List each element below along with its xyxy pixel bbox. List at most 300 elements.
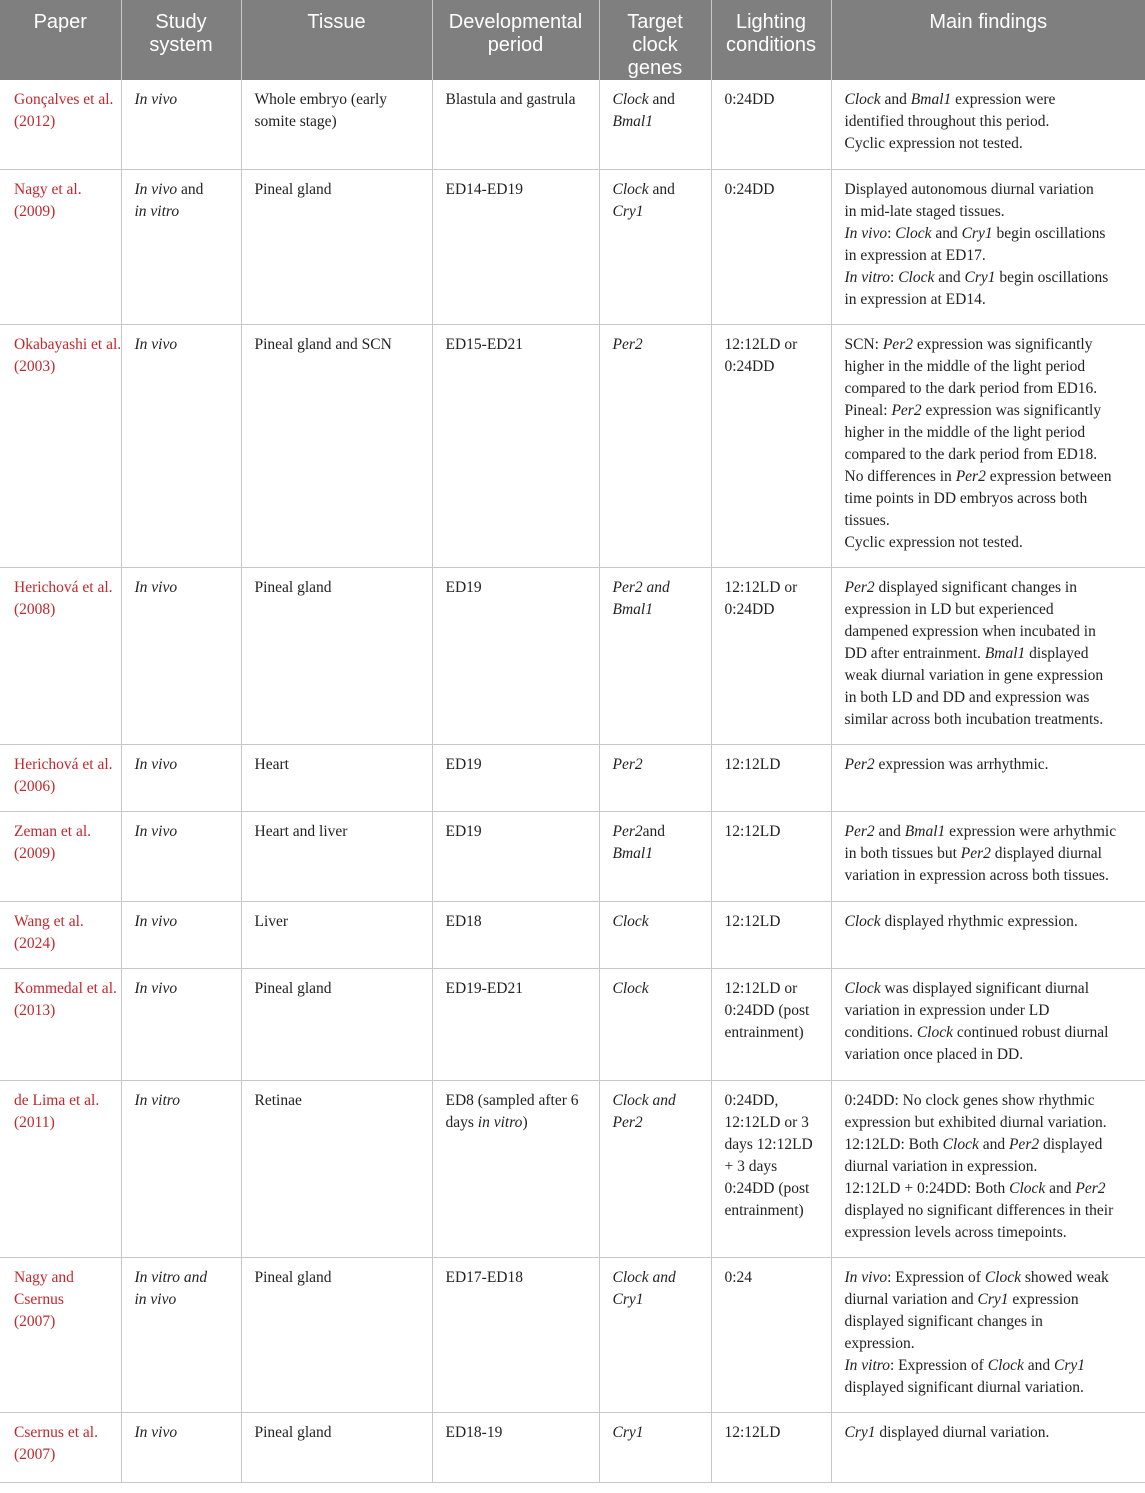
cell-line bbox=[725, 356, 818, 378]
text: compared to the dark period from ED18. bbox=[844, 445, 1098, 463]
developmental-period-cell bbox=[432, 1257, 599, 1412]
cell-line bbox=[845, 1333, 1133, 1355]
cell-line bbox=[845, 1289, 1133, 1311]
main-findings-cell bbox=[831, 968, 1145, 1080]
main-findings-cell bbox=[831, 324, 1145, 567]
column-header-paper bbox=[0, 0, 121, 80]
cell-line bbox=[613, 201, 698, 223]
cell-line bbox=[845, 356, 1133, 378]
text: Pineal: bbox=[844, 401, 892, 419]
italic-text: In vivo bbox=[844, 224, 888, 242]
cell-line bbox=[845, 444, 1133, 466]
target-genes-cell bbox=[599, 968, 711, 1080]
italic-text: Cry1 bbox=[1054, 1356, 1086, 1374]
cell-line bbox=[845, 1222, 1133, 1244]
italic-text: Bmal1 bbox=[612, 113, 653, 130]
text: expression in LD but experienced bbox=[844, 600, 1054, 618]
tissue-cell bbox=[241, 567, 432, 744]
italic-text: Per2 bbox=[891, 401, 922, 419]
cell-line bbox=[845, 978, 1133, 1000]
cell-line bbox=[845, 179, 1133, 201]
italic-text: Bmal1 bbox=[984, 644, 1026, 662]
cell-line bbox=[613, 334, 698, 356]
cell-line bbox=[845, 1178, 1133, 1200]
cell-line bbox=[725, 821, 818, 843]
cell-line bbox=[135, 821, 228, 843]
cell-line bbox=[613, 1090, 698, 1112]
paper-cell[interactable] bbox=[0, 324, 121, 567]
cell-line bbox=[845, 289, 1133, 311]
header-text: Developmental bbox=[448, 11, 583, 33]
text: variation once placed in DD. bbox=[844, 1045, 1024, 1063]
target-genes-cell bbox=[599, 324, 711, 567]
text: ED17-ED18 bbox=[445, 1268, 523, 1286]
text: Cyclic expression not tested. bbox=[844, 135, 1023, 152]
target-genes-cell bbox=[599, 811, 711, 901]
column-header-main-findings bbox=[831, 0, 1145, 80]
text: + 3 days bbox=[724, 1157, 778, 1175]
paper-cell[interactable] bbox=[0, 1080, 121, 1257]
text: ED19 bbox=[445, 755, 482, 773]
paper-cell[interactable] bbox=[0, 968, 121, 1080]
cell-line bbox=[845, 1090, 1133, 1112]
main-findings-cell bbox=[831, 901, 1145, 968]
cell-line bbox=[845, 665, 1133, 687]
paper-cell[interactable] bbox=[0, 80, 121, 169]
italic-text: Cry1 bbox=[844, 1423, 876, 1441]
italic-text: Bmal1 bbox=[904, 822, 946, 840]
italic-text: Clock bbox=[612, 979, 649, 997]
italic-text: Bmal1 bbox=[612, 844, 653, 862]
cell-line bbox=[725, 1022, 818, 1044]
citation-link-text[interactable]: Herichová et al. bbox=[14, 578, 113, 596]
paper-cell[interactable] bbox=[0, 901, 121, 968]
italic-text: In vitro bbox=[134, 1091, 180, 1109]
cell-line bbox=[135, 577, 228, 599]
main-findings-cell bbox=[831, 1257, 1145, 1412]
text: No differences in bbox=[844, 467, 956, 485]
table-row bbox=[0, 811, 1145, 901]
table-row bbox=[0, 169, 1145, 324]
cell-line bbox=[845, 1377, 1133, 1399]
paper-cell[interactable] bbox=[0, 169, 121, 324]
italic-text: Cry1 bbox=[977, 1290, 1009, 1308]
text: Blastula and gastrula bbox=[445, 91, 576, 108]
table-row bbox=[0, 968, 1145, 1080]
header-text: Tissue bbox=[307, 11, 366, 33]
cell-line bbox=[845, 709, 1133, 731]
tissue-cell bbox=[241, 744, 432, 811]
text: in mid-late staged tissues. bbox=[844, 202, 1005, 220]
paper-cell[interactable] bbox=[0, 1257, 121, 1412]
text: 0:24 bbox=[724, 1268, 753, 1286]
text: entrainment) bbox=[724, 1023, 804, 1041]
study-system-cell bbox=[121, 169, 241, 324]
italic-text: In vivo bbox=[134, 1423, 178, 1441]
main-findings-cell bbox=[831, 169, 1145, 324]
citation-link-text[interactable]: (2009) bbox=[14, 844, 56, 862]
italic-text: Per2 bbox=[844, 755, 875, 773]
developmental-period-cell bbox=[432, 968, 599, 1080]
text: and bbox=[931, 224, 962, 242]
study-system-cell bbox=[121, 324, 241, 567]
study-system-cell bbox=[121, 80, 241, 169]
text: 0:24DD bbox=[724, 91, 775, 108]
citation-link-text[interactable]: (2009) bbox=[14, 202, 56, 220]
text: Pineal gland bbox=[254, 1423, 332, 1441]
cell-line bbox=[725, 1090, 818, 1112]
cell-line bbox=[446, 754, 586, 776]
cell-line bbox=[446, 1267, 586, 1289]
cell-line bbox=[613, 1422, 698, 1444]
citation-link-text[interactable]: (2006) bbox=[14, 777, 56, 795]
italic-text: In vivo bbox=[134, 335, 178, 353]
italic-text: Per2 bbox=[844, 578, 875, 596]
cell-line bbox=[255, 754, 419, 776]
italic-text: In vivo bbox=[844, 1268, 888, 1286]
text: displayed significant diurnal variation. bbox=[844, 1378, 1084, 1396]
text: showed weak bbox=[1021, 1268, 1109, 1286]
header-text: genes bbox=[627, 57, 683, 79]
table-row bbox=[0, 1257, 1145, 1412]
text: 12:12LD or bbox=[724, 335, 798, 353]
italic-text: Clock bbox=[898, 268, 935, 286]
cell-line bbox=[135, 1090, 228, 1112]
italic-text: Clock bbox=[916, 1023, 953, 1041]
text: continued robust diurnal bbox=[953, 1023, 1109, 1041]
lighting-conditions-cell bbox=[711, 324, 831, 567]
cell-line bbox=[845, 1311, 1133, 1333]
cell-line bbox=[446, 179, 586, 201]
developmental-period-cell bbox=[432, 80, 599, 169]
text: identified throughout this period. bbox=[844, 113, 1050, 130]
text: diurnal variation in expression. bbox=[844, 1157, 1038, 1175]
cell-line bbox=[135, 1289, 228, 1311]
cell-line bbox=[725, 89, 818, 111]
target-genes-cell bbox=[599, 1080, 711, 1257]
header-text: conditions bbox=[725, 34, 817, 56]
text: Cyclic expression not tested. bbox=[844, 533, 1023, 551]
italic-text: In vivo bbox=[134, 755, 178, 773]
citation-link-text[interactable]: Kommedal et al. bbox=[14, 979, 117, 997]
text: and bbox=[874, 822, 905, 840]
developmental-period-cell bbox=[432, 1412, 599, 1482]
text: diurnal variation and bbox=[844, 1290, 978, 1308]
italic-text: in vitro bbox=[477, 1113, 523, 1131]
italic-text: Per2 bbox=[882, 335, 913, 353]
text: Pineal gland bbox=[254, 578, 332, 596]
cell-line bbox=[845, 510, 1133, 532]
cell-line bbox=[135, 179, 228, 201]
text: ED19-ED21 bbox=[445, 979, 523, 997]
citation-link-text[interactable]: Csernus et al. bbox=[14, 1423, 98, 1441]
italic-text: In vivo bbox=[134, 822, 178, 840]
text: ED18 bbox=[445, 912, 482, 930]
header-text: period bbox=[487, 34, 544, 56]
text: SCN: bbox=[844, 335, 883, 353]
cell-line bbox=[135, 201, 228, 223]
text: displayed bbox=[1039, 1135, 1103, 1153]
text: variation in expression across both tissues. bbox=[844, 866, 1109, 884]
cell-line bbox=[845, 133, 1133, 155]
cell-line bbox=[255, 334, 419, 356]
text: 0:24DD: No clock genes show rhythmic bbox=[844, 1091, 1095, 1109]
italic-text: Bmal1 bbox=[612, 600, 653, 618]
developmental-period-cell bbox=[432, 901, 599, 968]
cell-line bbox=[613, 911, 698, 933]
cell-line bbox=[255, 89, 419, 111]
text: expression bbox=[1008, 1290, 1079, 1308]
text: displayed significant changes in bbox=[844, 1312, 1043, 1330]
italic-text: Cry1 bbox=[961, 224, 993, 242]
cell-line bbox=[845, 223, 1133, 245]
lighting-conditions-cell bbox=[711, 968, 831, 1080]
citation-link-text[interactable]: Gonçalves et al. bbox=[14, 91, 114, 108]
cell-line bbox=[845, 1044, 1133, 1066]
italic-text: In vivo bbox=[134, 912, 178, 930]
text: : bbox=[887, 224, 896, 242]
cell-line bbox=[845, 911, 1133, 933]
text: 12:12LD bbox=[724, 912, 781, 930]
paper-cell[interactable] bbox=[0, 811, 121, 901]
cell-line bbox=[725, 1134, 818, 1156]
text: tissues. bbox=[844, 511, 890, 529]
text: begin oscillations bbox=[995, 268, 1109, 286]
cell-line bbox=[845, 865, 1133, 887]
cell-line bbox=[255, 978, 419, 1000]
cell-line bbox=[845, 1422, 1133, 1444]
developmental-period-cell bbox=[432, 324, 599, 567]
header-text: system bbox=[149, 34, 213, 56]
text: Heart and liver bbox=[254, 822, 348, 840]
italic-text: In vivo bbox=[134, 979, 178, 997]
text: ) bbox=[522, 1113, 528, 1131]
text: 12:12LD or 3 bbox=[724, 1113, 809, 1131]
text: 0:24DD bbox=[724, 600, 775, 618]
cell-line bbox=[446, 1090, 586, 1112]
cell-line bbox=[613, 1112, 698, 1134]
text: 12:12LD bbox=[724, 822, 781, 840]
italic-text: Clock bbox=[612, 91, 649, 108]
text: Pineal gland bbox=[254, 1268, 332, 1286]
text: similar across both incubation treatments. bbox=[844, 710, 1104, 728]
cell-line bbox=[845, 1134, 1133, 1156]
italic-text: In vivo bbox=[134, 91, 178, 108]
header-text: Lighting bbox=[735, 11, 807, 33]
cell-line bbox=[845, 201, 1133, 223]
cell-line bbox=[845, 1200, 1133, 1222]
developmental-period-cell bbox=[432, 567, 599, 744]
lighting-conditions-cell bbox=[711, 901, 831, 968]
text: and bbox=[642, 822, 666, 840]
cell-line bbox=[135, 911, 228, 933]
text: Heart bbox=[254, 755, 289, 773]
cell-line bbox=[725, 1200, 818, 1222]
text: expression. bbox=[844, 1334, 915, 1352]
lighting-conditions-cell bbox=[711, 80, 831, 169]
italic-text: Clock bbox=[942, 1135, 979, 1153]
tissue-cell bbox=[241, 1257, 432, 1412]
column-header-study-system bbox=[121, 0, 241, 80]
lighting-conditions-cell bbox=[711, 567, 831, 744]
column-header-target-clock-genes bbox=[599, 0, 711, 80]
cell-line bbox=[613, 111, 698, 133]
text: in both tissues but bbox=[844, 844, 961, 862]
text: 12:12LD or bbox=[724, 979, 798, 997]
citation-link-text[interactable]: Wang et al. bbox=[14, 912, 84, 930]
paper-cell[interactable] bbox=[0, 567, 121, 744]
citation-link-text[interactable]: Csernus bbox=[14, 1290, 64, 1308]
italic-text: Per2 bbox=[612, 335, 643, 353]
cell-line bbox=[135, 89, 228, 111]
cell-line bbox=[725, 1112, 818, 1134]
lighting-conditions-cell bbox=[711, 1412, 831, 1482]
cell-line bbox=[845, 532, 1133, 554]
text: Pineal gland and SCN bbox=[254, 335, 392, 353]
citation-link-text[interactable]: (2008) bbox=[14, 600, 56, 618]
lighting-conditions-cell bbox=[711, 1257, 831, 1412]
text: dampened expression when incubated in bbox=[844, 622, 1096, 640]
cell-line bbox=[845, 577, 1133, 599]
column-header-lighting-conditions bbox=[711, 0, 831, 80]
text: displayed significant changes in bbox=[874, 578, 1077, 596]
citation-link-text[interactable]: Zeman et al. bbox=[14, 822, 92, 840]
header-text: Target bbox=[627, 11, 683, 33]
text: displayed diurnal bbox=[990, 844, 1102, 862]
text: and bbox=[177, 180, 204, 198]
cell-line bbox=[845, 267, 1133, 289]
header-text: Study bbox=[155, 11, 207, 33]
citation-link-text[interactable]: (2007) bbox=[14, 1445, 56, 1463]
citation-link-text[interactable]: (2011) bbox=[14, 1113, 55, 1131]
italic-text: Clock bbox=[844, 912, 881, 930]
text: ED19 bbox=[445, 578, 482, 596]
citation-link-text[interactable]: (2013) bbox=[14, 1001, 56, 1019]
italic-text: Clock bbox=[1009, 1179, 1046, 1197]
italic-text: Per2 bbox=[955, 467, 986, 485]
italic-text: Clock bbox=[612, 912, 649, 930]
lighting-conditions-cell bbox=[711, 1080, 831, 1257]
citation-link-text[interactable]: Okabayashi et al. bbox=[14, 335, 122, 353]
text: Pineal gland bbox=[254, 979, 332, 997]
paper-cell[interactable] bbox=[0, 744, 121, 811]
cell-line bbox=[446, 821, 586, 843]
text: 0:24DD bbox=[724, 357, 775, 375]
text: Pineal gland bbox=[254, 180, 332, 198]
cell-line bbox=[845, 488, 1133, 510]
developmental-period-cell bbox=[432, 169, 599, 324]
cell-line bbox=[255, 1090, 419, 1112]
table-body bbox=[0, 80, 1145, 1482]
cell-line bbox=[446, 911, 586, 933]
text: 12:12LD or bbox=[724, 578, 798, 596]
cell-line bbox=[446, 334, 586, 356]
developmental-period-cell bbox=[432, 811, 599, 901]
text: Retinae bbox=[254, 1091, 302, 1109]
text: higher in the middle of the light period bbox=[844, 423, 1086, 441]
cell-line bbox=[845, 1267, 1133, 1289]
cell-line bbox=[725, 179, 818, 201]
cell-line bbox=[845, 89, 1133, 111]
cell-line bbox=[725, 754, 818, 776]
text: ED14-ED19 bbox=[445, 180, 523, 198]
italic-text: Per2 bbox=[960, 844, 991, 862]
citation-link-text[interactable]: de Lima et al. bbox=[14, 1091, 100, 1109]
italic-text: In vitro bbox=[844, 268, 890, 286]
italic-text: Per2 bbox=[612, 1113, 643, 1131]
text: displayed bbox=[1025, 644, 1089, 662]
text: DD after entrainment. bbox=[844, 644, 985, 662]
text: ED19 bbox=[445, 822, 482, 840]
paper-cell[interactable] bbox=[0, 1412, 121, 1482]
cell-line bbox=[845, 466, 1133, 488]
text: : Expression of bbox=[887, 1268, 985, 1286]
text: displayed no significant differences in their bbox=[844, 1201, 1114, 1219]
cell-line bbox=[725, 1156, 818, 1178]
text: begin oscillations bbox=[992, 224, 1106, 242]
italic-text: Clock bbox=[844, 91, 881, 108]
cell-line bbox=[725, 911, 818, 933]
citation-link-text[interactable]: (2024) bbox=[14, 934, 56, 952]
text: displayed diurnal variation. bbox=[875, 1423, 1050, 1441]
text: : bbox=[890, 268, 899, 286]
tissue-cell bbox=[241, 811, 432, 901]
citation-link-text[interactable]: Nagy et al. bbox=[14, 180, 82, 198]
developmental-period-cell bbox=[432, 744, 599, 811]
cell-line bbox=[613, 1267, 698, 1289]
italic-text: Cry1 bbox=[612, 202, 644, 220]
study-system-cell bbox=[121, 1080, 241, 1257]
cell-line bbox=[845, 422, 1133, 444]
tissue-cell bbox=[241, 901, 432, 968]
text: and bbox=[978, 1135, 1009, 1153]
cell-line bbox=[845, 621, 1133, 643]
cell-line bbox=[446, 577, 586, 599]
text: expression was arrhythmic. bbox=[874, 755, 1049, 773]
cell-line bbox=[725, 599, 818, 621]
cell-line bbox=[845, 1355, 1133, 1377]
text: expression was significantly bbox=[912, 335, 1093, 353]
text: and bbox=[1045, 1179, 1076, 1197]
text: 0:24DD, bbox=[724, 1091, 779, 1109]
cell-line bbox=[845, 843, 1133, 865]
cell-line bbox=[845, 1022, 1133, 1044]
text: in both LD and DD and expression was bbox=[844, 688, 1090, 706]
citation-link-text[interactable]: (2007) bbox=[14, 1312, 56, 1330]
text: and bbox=[880, 91, 911, 108]
lighting-conditions-cell bbox=[711, 169, 831, 324]
cell-line bbox=[845, 378, 1133, 400]
citation-link-text[interactable]: (2003) bbox=[14, 357, 56, 375]
table-row bbox=[0, 1412, 1145, 1482]
cell-line bbox=[613, 577, 698, 599]
citation-link-text[interactable]: (2012) bbox=[14, 113, 56, 130]
header-text: Paper bbox=[33, 11, 87, 33]
cell-line bbox=[725, 1267, 818, 1289]
cell-line bbox=[725, 577, 818, 599]
table-row bbox=[0, 567, 1145, 744]
italic-text: Per2 and bbox=[612, 578, 670, 596]
text: entrainment) bbox=[724, 1201, 804, 1219]
study-system-cell bbox=[121, 811, 241, 901]
main-findings-cell bbox=[831, 1080, 1145, 1257]
cell-line bbox=[613, 821, 698, 843]
citation-link-text[interactable]: Nagy and bbox=[14, 1268, 74, 1286]
tissue-cell bbox=[241, 1080, 432, 1257]
citation-link-text[interactable]: Herichová et al. bbox=[14, 755, 113, 773]
text: and bbox=[648, 91, 675, 108]
text: and bbox=[934, 268, 965, 286]
